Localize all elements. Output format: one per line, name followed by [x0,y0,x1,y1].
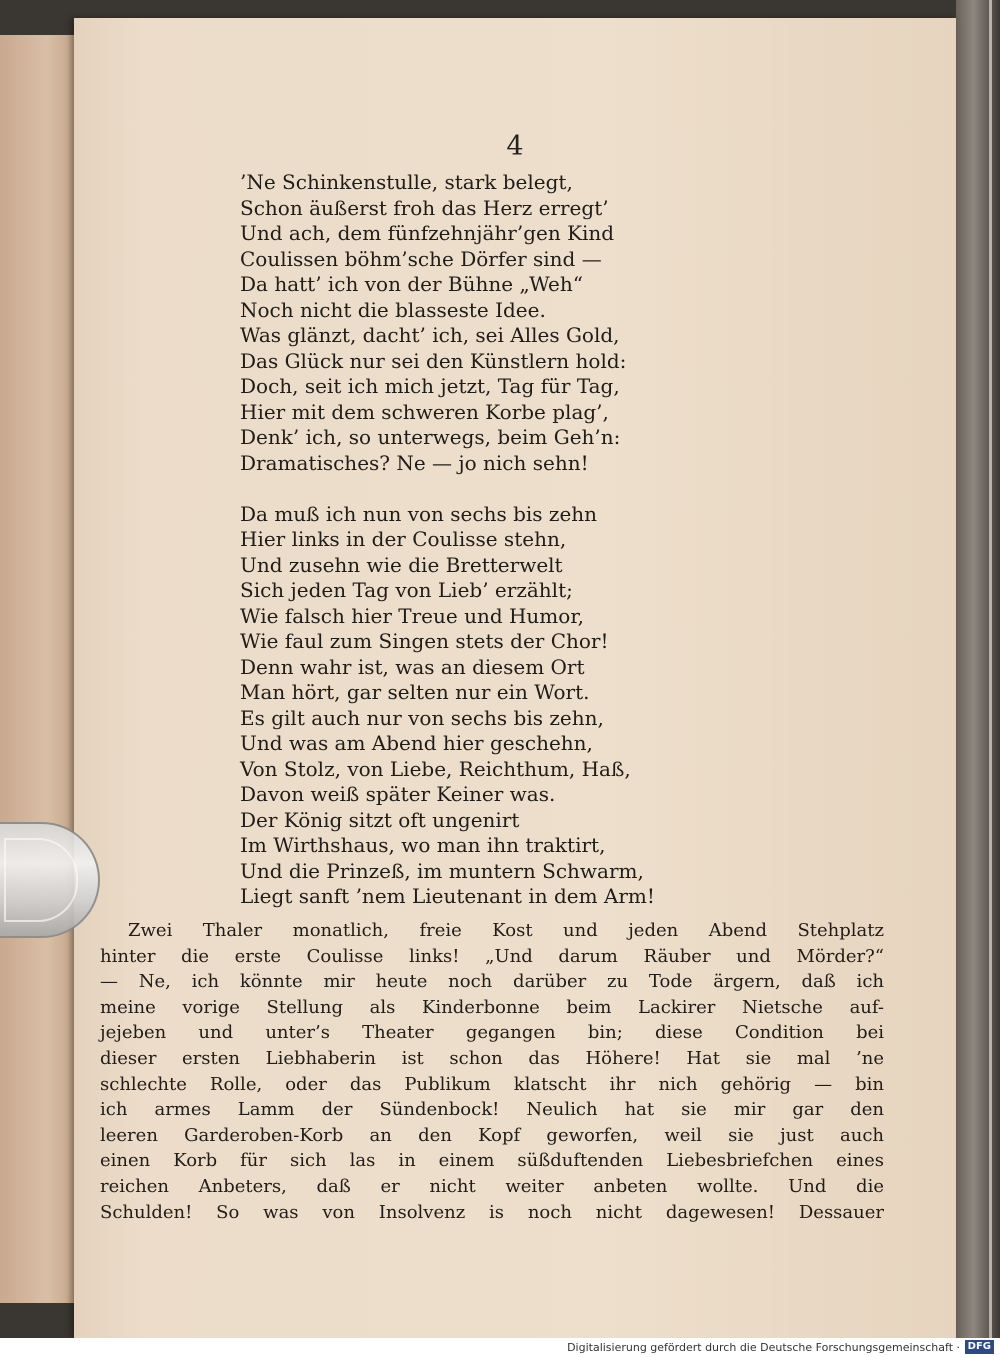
poem-line: Und zusehn wie die Bretterwelt [240,552,563,577]
prose-line: hinter die erste Coulisse links! „Und darum Räuber und Mörder?“ [100,945,884,967]
poem-line: Das Glück nur sei den Künstlern hold: [240,348,627,373]
poem-line: Wie falsch hier Treue und Humor, [240,603,585,628]
prose-line: Schulden! So was von Insolvenz is noch nicht dagewesen! Dessauer [100,1201,884,1223]
prose-line: — Ne, ich könnte mir heute noch darüber zu Tode ärgern, daß ich [100,971,884,993]
poem [240,170,700,910]
poem-line: Man hört, gar selten nur ein Wort. [240,680,590,704]
poem-line: ’Ne Schinkenstulle, stark belegt, [240,170,573,194]
poem-line: Dramatisches? Ne — jo nich sehn! [240,450,589,475]
prose-line: meine vorige Stellung als Kinderbonne beim Lackirer Nietsche auf- [100,996,884,1018]
prose-line: jejeben und unter’s Theater gegangen bin; diese Condition bei [100,1022,884,1044]
prose-line: einen Korb für sich las in einem süßduftenden Liebesbriefchen eines [100,1150,884,1172]
poem-line: Der König sitzt oft ungenirt [240,807,520,832]
poem-line: Hier mit dem schweren Korbe plag’, [240,399,609,424]
poem-line: Da muß ich nun von sechs bis zehn [240,501,598,526]
prose-paragraph [100,918,884,1225]
poem-line: Schon äußerst froh das Herz erregt’ [240,195,609,220]
page-number: 4 [506,131,524,162]
poem-line: Und ach, dem fünfzehnjähr’gen Kind [240,221,615,245]
poem-line: Noch nicht die blasseste Idee. [240,297,546,322]
poem-line: Im Wirthshaus, wo man ihn traktirt, [240,833,606,857]
poem-line: Coulissen böhm’sche Dörfer sind — [240,246,602,271]
footer-credit: Digitalisierung gefördert durch die Deutsche Forschungsgemeinschaft · [567,1341,960,1354]
poem-stanza-2 [240,502,700,910]
poem-line: Doch, seit ich mich jetzt, Tag für Tag, [240,374,620,398]
footer [0,1338,1000,1358]
poem-line: Davon weiß später Keiner was. [240,782,556,806]
poem-stanza-1 [240,170,700,476]
prose-line: schlechte Rolle, oder das Publikum klatscht ihr nich gehörig — bin [100,1073,884,1095]
poem-line: Denn wahr ist, was an diesem Ort [240,654,585,679]
poem-line: Sich jeden Tag von Lieb’ erzählt; [240,578,573,602]
poem-line: Denk’ ich, so unterwegs, beim Geh’n: [240,425,621,449]
prose-line: dieser ersten Liebhaberin ist schon das Höhere! Hat sie mal ’ne [100,1047,884,1069]
prose-line: ich armes Lamm der Sündenbock! Neulich hat sie mir gar den [100,1099,884,1121]
poem-line: Und was am Abend hier geschehn, [240,731,593,755]
prose-line: leeren Garderoben-Korb an den Kopf geworfen, weil sie just auch [100,1124,884,1146]
poem-line: Und die Prinzeß, im muntern Schwarm, [240,858,644,883]
poem-line: Von Stolz, von Liebe, Reichthum, Haß, [240,756,631,781]
dfg-logo-icon: DFG [965,1340,994,1354]
prose-line: Zwei Thaler monatlich, freie Kost und jeden Abend Stehplatz [128,920,884,941]
poem-line: Liegt sanft ’nem Lieutenant in dem Arm! [240,884,655,908]
book-spine-edge [956,0,1000,1338]
poem-line: Wie faul zum Singen stets der Chor! [240,629,609,653]
poem-line: Was glänzt, dacht’ ich, sei Alles Gold, [240,323,620,347]
previous-page-edge [0,35,78,1303]
poem-line: Da hatt’ ich von der Bühne „Weh“ [240,272,583,296]
poem-line: Es gilt auch nur von sechs bis zehn, [240,705,604,730]
prose-line: reichen Anbeters, daß er nicht weiter anbeten wollte. Und die [100,1175,884,1197]
poem-line: Hier links in der Coulisse stehn, [240,527,567,551]
